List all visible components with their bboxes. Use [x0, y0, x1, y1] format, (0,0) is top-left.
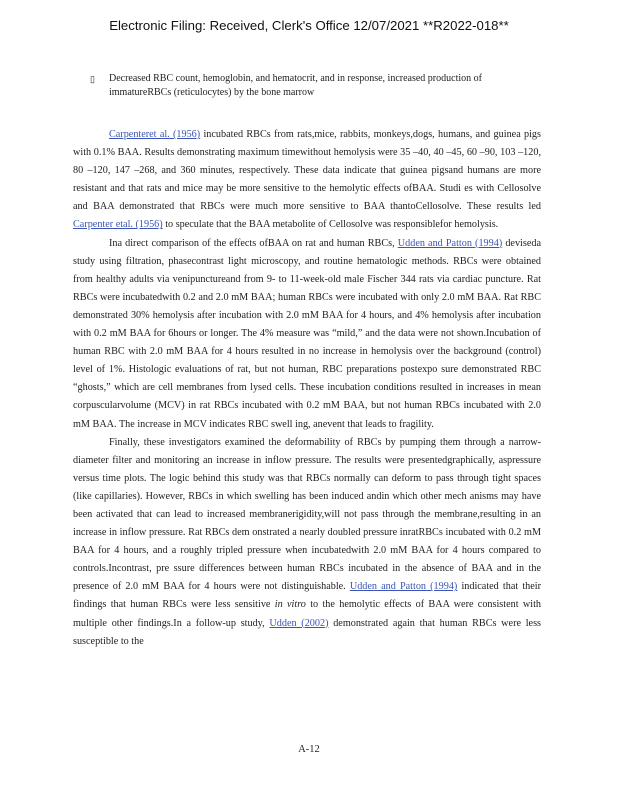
paragraph-2 [73, 235, 541, 434]
page-number: A-12 [298, 744, 320, 755]
bullet-text: Decreased RBC count, hemoglobin, and hematocrit, and in response, increased production of immatureRBCs (reticulocytes) by the bone marrow [109, 73, 482, 98]
document-body [73, 126, 541, 651]
filing-header: Electronic Filing: Received, Clerk's Office 12/07/2021 **R2022-018** [109, 18, 509, 33]
square-bullet-icon: ▯ [90, 74, 95, 84]
paragraph-3 [73, 434, 541, 651]
italic-term: in vitro [274, 599, 306, 611]
paragraph-text: to the hemolytic effects of BAA were consistent with multiple other findings.In a follow-up study, [73, 599, 541, 629]
paragraph-text: Ina direct comparison of the effects ofBAA on rat and human RBCs, [109, 237, 398, 249]
paragraph-text: demonstrated again that human RBCs were less susceptible to the [73, 617, 541, 647]
citation-link[interactable]: Udden and Patton (1994) [349, 581, 458, 593]
paragraph-text: incubated RBCs from rats,mice, rabbits, monkeys,dogs, humans, and guinea pigs with 0.1% BAA. Results demonstrating maximum timewithout hemolysis were 35 –40, 40 –45, 60 –90, 103 –120, 80 –120, 147 –268, and 360 minutes, respectively. These data indicate that guinea pigsand humans are more resistant and that rats and mice may be more sensitive to the hemolytic effects ofBAA. Studi es with Cellosolve and BAA demonstrated that RBCs were much more sensitive to BAA thantoCellosolve. These results led [73, 129, 541, 213]
citation-link[interactable]: Carpenter etal. (1956) [73, 219, 163, 231]
paragraph-text: Finally, these investigators examined the deformability of RBCs by pumping them through a narrow-diameter filter and monitoring an increase in inflow pressure. The results were presentedgraphically, aspressure versus time plots. The logic behind this study was that RBCs normally can deform to pass through tight spaces (like capillaries). However, RBCs in which swelling has been induced andin which other mech anisms may have been activated that can lead to increased membranerigidity,will not pass through the membrane,resulting in an increase in inflow pressure. Rat RBCs dem onstrated a nearly doubled pressure inratRBCs incubated with 0.2 mM BAA for 4 hours, and a roughly tripled pressure when incubatedwith 2.0 mM BAA for 4 hours compared to controls.Incontrast, pre ssure differences between human RBCs incubated in the absence of BAA and in the presence of 2.0 mM BAA for 4 hours were not distinguishable. [73, 436, 541, 593]
citation-link[interactable]: Udden and Patton (1994) [397, 237, 503, 249]
citation-link[interactable]: Udden (2002) [269, 617, 329, 629]
bullet-item [90, 72, 490, 100]
paragraph-text: to speculate that the BAA metabolite of Cellosolve was responsiblefor hemolysis. [162, 219, 499, 231]
paragraph-text: deviseda study using filtration, phasecontrast light microscopy, and routine hematologic methods. RBCs were obtained from healthy adults via venipunctureand from 9- to 11-week-old male Fischer 344 rats via cardiac puncture. Rat RBCs were incubatedwith 0.2 and 2.0 mM BAA; human RBCs were incubated with only 2.0 mM BAA. Rat RBC demonstrated 30% hemolysis after incubation with 2.0 mM BAA for 4 hours, and 4% hemolysis after incubation with 0.2 mM BAA for 6hours or longer. The 4% measure was “mild,” and the data were not shown.Incubation of human RBC with 2.0 mM BAA for 4 hours resulted in no increase in hemolysis over the background (control) level of 1%. Histologic evaluations of rat, but not human, RBC preparations postexpo sure demonstrated RBC “ghosts,” which are cell membranes from lysed cells. These incubation conditions resulted in increases in mean corpuscularvolume (MCV) in rat RBCs incubated with 0.2 mM BAA, but not human RBCs incubated with 2.0 mM BAA. The increase in MCV indicates RBC swell ing, anevent that leads to fragility. [73, 237, 541, 430]
citation-link[interactable]: Carpenteret al. (1956) [109, 129, 201, 140]
paragraph-1 [73, 126, 541, 235]
paragraph-text: indicated that their findings that human RBCs were less sensitive [73, 581, 541, 611]
